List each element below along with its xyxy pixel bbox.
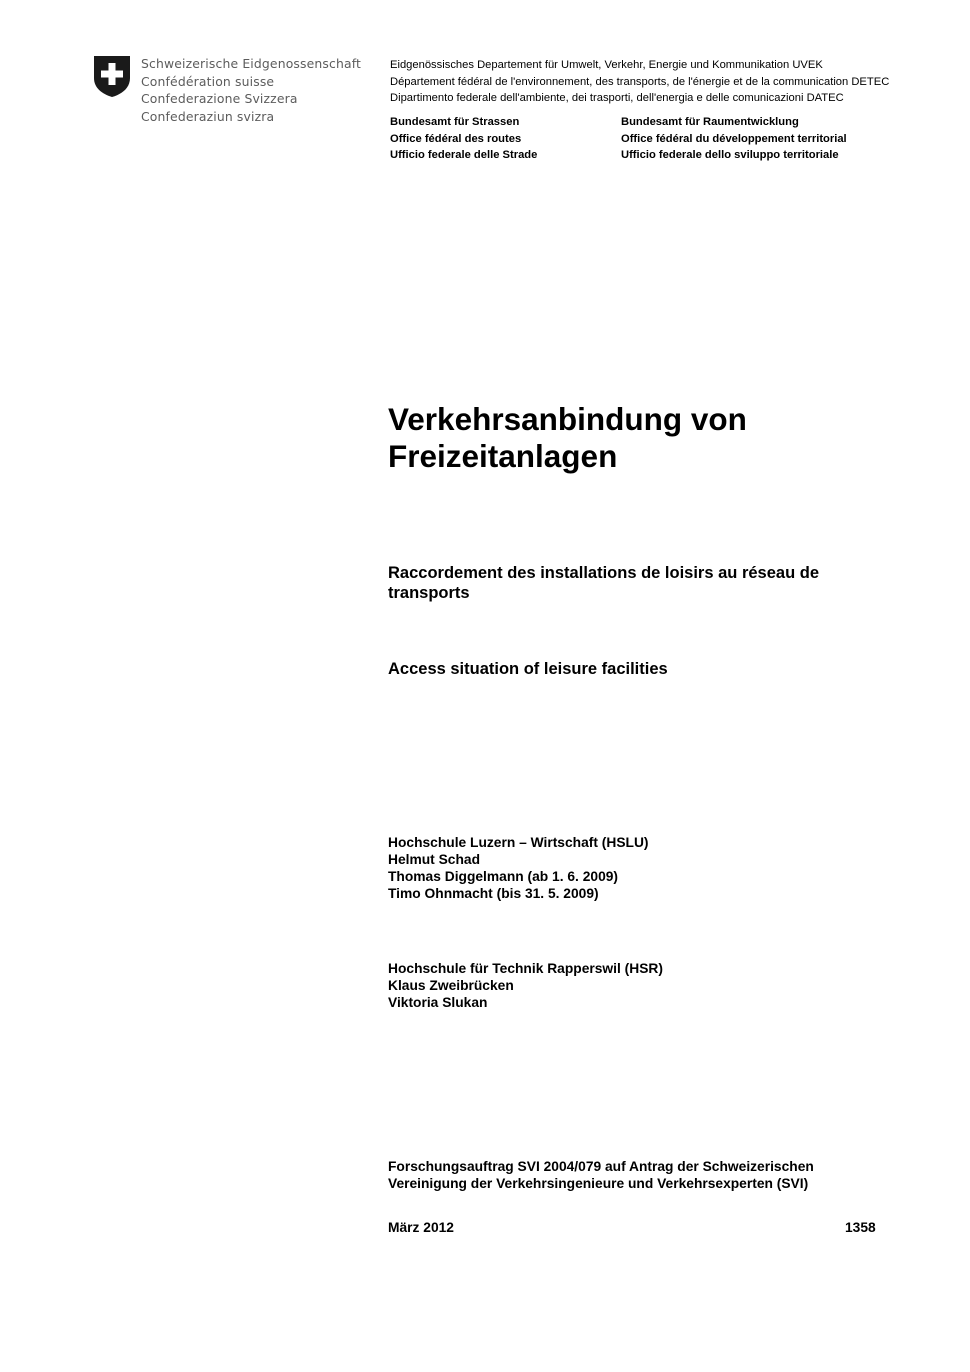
office-spatial-fr: Office fédéral du développement territorial <box>621 132 847 145</box>
author-name: Timo Ohnmacht (bis 31. 5. 2009) <box>388 886 599 901</box>
document-title-line2: Freizeitanlagen <box>388 438 618 474</box>
author-name: Klaus Zweibrücken <box>388 978 514 993</box>
office-roads-fr: Office fédéral des routes <box>390 132 522 145</box>
office-spatial-de: Bundesamt für Raumentwicklung <box>621 116 799 128</box>
research-mandate: Forschungsauftrag SVI 2004/079 auf Antrag der Schweizerischen Vereinigung der Verkehrsingenieure und Verkehrsexperten (SVI) <box>388 1159 814 1191</box>
subtitle-english: Access situation of leisure facilities <box>388 660 668 678</box>
office-roads-it: Ufficio federale delle Strade <box>390 149 538 161</box>
swiss-coat-of-arms-icon <box>92 54 132 98</box>
confederation-name-de: Schweizerische Eidgenossenschaft <box>141 56 362 71</box>
publication-date: März 2012 <box>388 1220 454 1235</box>
subtitle-french: Raccordement des installations de loisirs au réseau de transports <box>388 564 819 602</box>
office-roads-de: Bundesamt für Strassen <box>390 116 520 128</box>
confederation-name-it: Confederazione Svizzera <box>141 91 298 106</box>
department-name-it: Dipartimento federale dell'ambiente, dei trasporti, dell'energia e delle comunicazioni DATEC <box>390 92 844 104</box>
authors-hsr <box>388 960 663 1011</box>
author-institution-hsr: Hochschule für Technik Rapperswil (HSR) <box>388 961 663 976</box>
office-roads <box>390 114 537 164</box>
author-name: Viktoria Slukan <box>388 995 488 1010</box>
document-title <box>388 401 928 475</box>
department-names <box>390 57 889 107</box>
department-name-de: Eidgenössisches Departement für Umwelt, Verkehr, Energie und Kommunikation UVEK <box>390 59 823 71</box>
author-name: Thomas Diggelmann (ab 1. 6. 2009) <box>388 869 619 884</box>
document-title-line1: Verkehrsanbindung von <box>388 401 747 437</box>
author-name: Helmut Schad <box>388 852 480 867</box>
authors-hslu <box>388 834 649 902</box>
confederation-name-rm: Confederaziun svizra <box>141 108 275 124</box>
department-name-fr: Département fédéral de l'environnement, des transports, de l'énergie et de la communication DETEC <box>390 75 890 88</box>
report-number: 1358 <box>845 1220 876 1235</box>
author-institution-hslu: Hochschule Luzern – Wirtschaft (HSLU) <box>388 835 649 850</box>
office-spatial-it: Ufficio federale dello sviluppo territoriale <box>621 149 839 161</box>
confederation-names <box>141 55 361 125</box>
confederation-name-fr: Confédération suisse <box>141 73 275 89</box>
office-spatial-development <box>621 114 847 164</box>
